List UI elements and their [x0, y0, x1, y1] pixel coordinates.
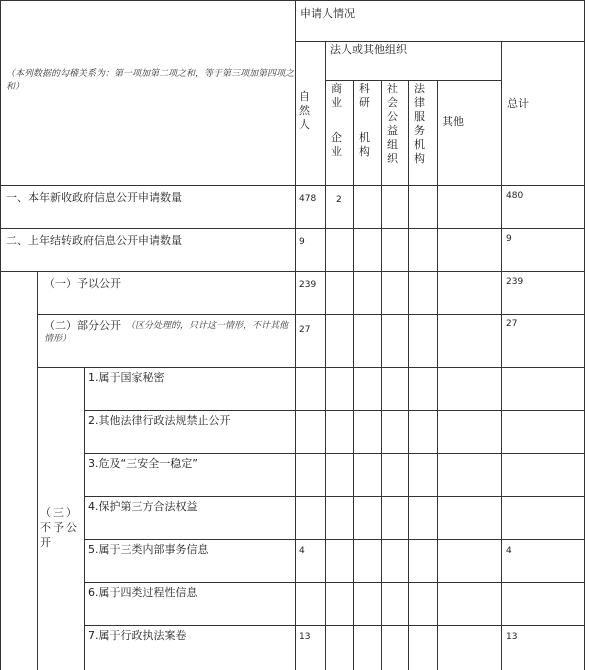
table-rule	[325, 41, 326, 670]
applicant-status-header: 申请人情况	[300, 7, 355, 20]
legal-service-header: 法律服务机构	[414, 82, 425, 165]
row-new-applications-total: 480	[506, 191, 524, 201]
table-rule	[408, 80, 409, 670]
table-rule	[295, 0, 296, 670]
social-welfare-header: 社会公益组织	[387, 82, 398, 165]
table-rule	[0, 0, 585, 1]
table-rule	[381, 80, 382, 670]
row-carried-over-label: 二、上年结转政府信息公开申请数量	[6, 234, 182, 247]
table-rule	[0, 271, 585, 272]
withheld-item-label: 1.属于国家秘密	[88, 371, 165, 384]
table-note: （本列数据的勾稽关系为：第一项加第二项之和，等于第三项加第四项之和）	[6, 69, 295, 92]
withheld-item-label: 5.属于三类内部事务信息	[88, 543, 209, 556]
withheld-item-total: 4	[506, 546, 512, 556]
table-rule	[584, 0, 585, 670]
commercial-header-2: 企业	[331, 131, 342, 158]
row-new-applications-label: 一、本年新收政府信息公开申请数量	[6, 191, 182, 204]
row-partial-natural: 27	[299, 325, 311, 335]
withheld-item-label: 2.其他法律行政法规禁止公开	[88, 414, 231, 427]
table-rule	[84, 582, 585, 583]
natural-person-header: 自然人	[299, 90, 310, 131]
research-header-1: 科研	[359, 82, 370, 109]
table-rule	[84, 625, 585, 626]
table-rule	[84, 367, 85, 670]
table-rule	[0, 228, 585, 229]
row-new-applications-commercial: 2	[336, 195, 342, 205]
table-rule	[0, 0, 1, 670]
table-rule	[84, 496, 585, 497]
table-rule	[37, 271, 38, 670]
table-rule	[0, 185, 585, 186]
table-rule	[501, 41, 502, 670]
row-disclosed-total: 239	[506, 277, 524, 287]
table-rule	[437, 80, 438, 670]
row-partial-label: （二）部分公开	[44, 319, 121, 332]
withheld-item-label: 3.危及“三安全一稳定”	[88, 457, 198, 470]
row-carried-over-total: 9	[506, 234, 512, 244]
withheld-item-natural: 4	[299, 546, 305, 556]
row-disclosed-natural: 239	[299, 280, 317, 290]
other-header: 其他	[442, 115, 464, 128]
row-withheld-label: （三）不予公开	[40, 506, 79, 549]
research-header-2: 机构	[359, 131, 370, 158]
commercial-header-1: 商业	[331, 82, 342, 109]
withheld-item-label: 6.属于四类过程性信息	[88, 586, 198, 599]
withheld-item-natural: 13	[299, 632, 311, 642]
withheld-item-label: 7.属于行政执法案卷	[88, 629, 187, 642]
row-partial-note: （区分处理的，只计这一情形，不计其他情形）	[44, 321, 289, 344]
table-rule	[37, 314, 585, 315]
row-partial-total: 27	[506, 319, 518, 329]
withheld-item-total: 13	[506, 632, 518, 642]
table-rule	[84, 453, 585, 454]
table-rule	[37, 367, 585, 368]
table-rule	[353, 80, 354, 670]
row-new-applications-natural: 478	[299, 194, 317, 204]
table-rule	[84, 539, 585, 540]
legal-org-header: 法人或其他组织	[330, 43, 407, 56]
total-header: 总计	[507, 97, 529, 110]
withheld-item-label: 4.保护第三方合法权益	[88, 500, 198, 513]
table-rule	[84, 410, 585, 411]
table-rule	[325, 80, 501, 81]
row-carried-over-natural: 9	[299, 237, 305, 247]
row-disclosed-label: （一）予以公开	[44, 277, 121, 290]
